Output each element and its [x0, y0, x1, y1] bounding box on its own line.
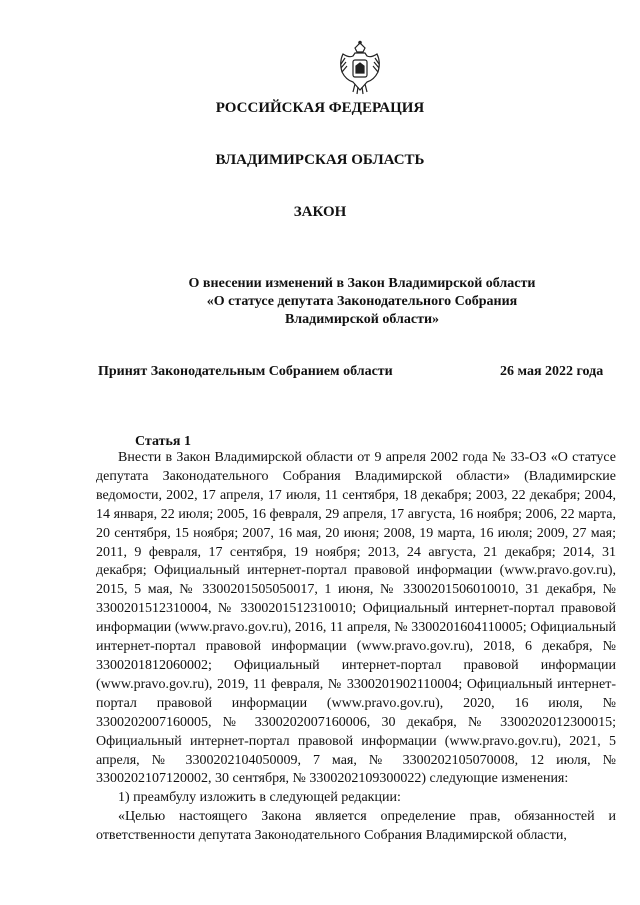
adoption-date: 26 мая 2022 года	[500, 364, 604, 379]
article-paragraph: Внести в Закон Владимирской области от 9 апреля 2002 года № 33-ОЗ «О статусе депутата Законодательного Собрания Владимирской области» (Владимирские ведомости, 2002, 17 апреля, 17 июля, 11 сентября, 18 декабря; 2003, 22 декабря; 2004, 14 января, 22 июля; 2005, 16 февраля, 29 апреля, 17 августа, 16 ноября; 2006, 22 марта, 20 сентября, 15 ноября; 2007, 16 мая, 20 июня; 2008, 19 марта, 16 июля; 2009, 27 мая; 2011, 9 февраля, 17 сентября, 19 ноября; 2013, 24 августа, 21 декабря; 2014, 31 декабря; Официальный интернет-портал правовой информации (www.pravo.gov.ru), 2015, 5 мая, № 3300201505050017, 1 июня, № 3300201506010010, 31 декабря, № 3300201512310004, № 3300201512310010; Официальный интернет-портал правовой информации (www.pravo.gov.ru), 2016, 11 апреля, № 3300201604110005; Официальный интернет-портал правовой информации (www.pravo.gov.ru), 2018, 6 декабря, № 3300201812060002; Официальный интернет-портал правовой информации (www.pravo.gov.ru), 2019, 11 февраля, № 3300201902110004; Официальный интернет-портал правовой информации (www.pravo.gov.ru), 2020, 16 июля, № 3300202007160005, № 3300202007160006, 30 декабря, № 3300202012300015; Официальный интернет-портал правовой информации (www.pravo.gov.ru), 2021, 5 апреля, № 3300202104050009, 7 мая, № 3300202105070008, 12 июля, № 3300202107120002, 30 сентября, № 3300202109300022) следующие изменения:	[96, 450, 616, 787]
article-title: Статья 1	[135, 434, 191, 449]
article-quote: «Целью настоящего Закона является определение прав, обязанностей и ответственности депутата Законодательного Собрания Владимирской области,	[96, 809, 616, 844]
article-item-1: 1) преамбулу изложить в следующей редакции:	[118, 790, 401, 806]
law-subject	[0, 275, 640, 329]
adoption-label: Принят Законодательным Собранием области	[98, 364, 393, 379]
subject-line-3: Владимирской области»	[284, 312, 440, 327]
coat-of-arms-emblem	[337, 40, 383, 96]
subject-line-1: О внесении изменений в Закон Владимирской области	[188, 276, 536, 291]
federation-title: РОССИЙСКАЯ ФЕДЕРАЦИЯ	[215, 100, 425, 116]
document-type: ЗАКОН	[293, 204, 347, 220]
region-title: ВЛАДИМИРСКАЯ ОБЛАСТЬ	[215, 152, 425, 168]
article-body	[96, 449, 616, 846]
subject-line-2: «О статусе депутата Законодательного Собрания	[206, 294, 518, 309]
